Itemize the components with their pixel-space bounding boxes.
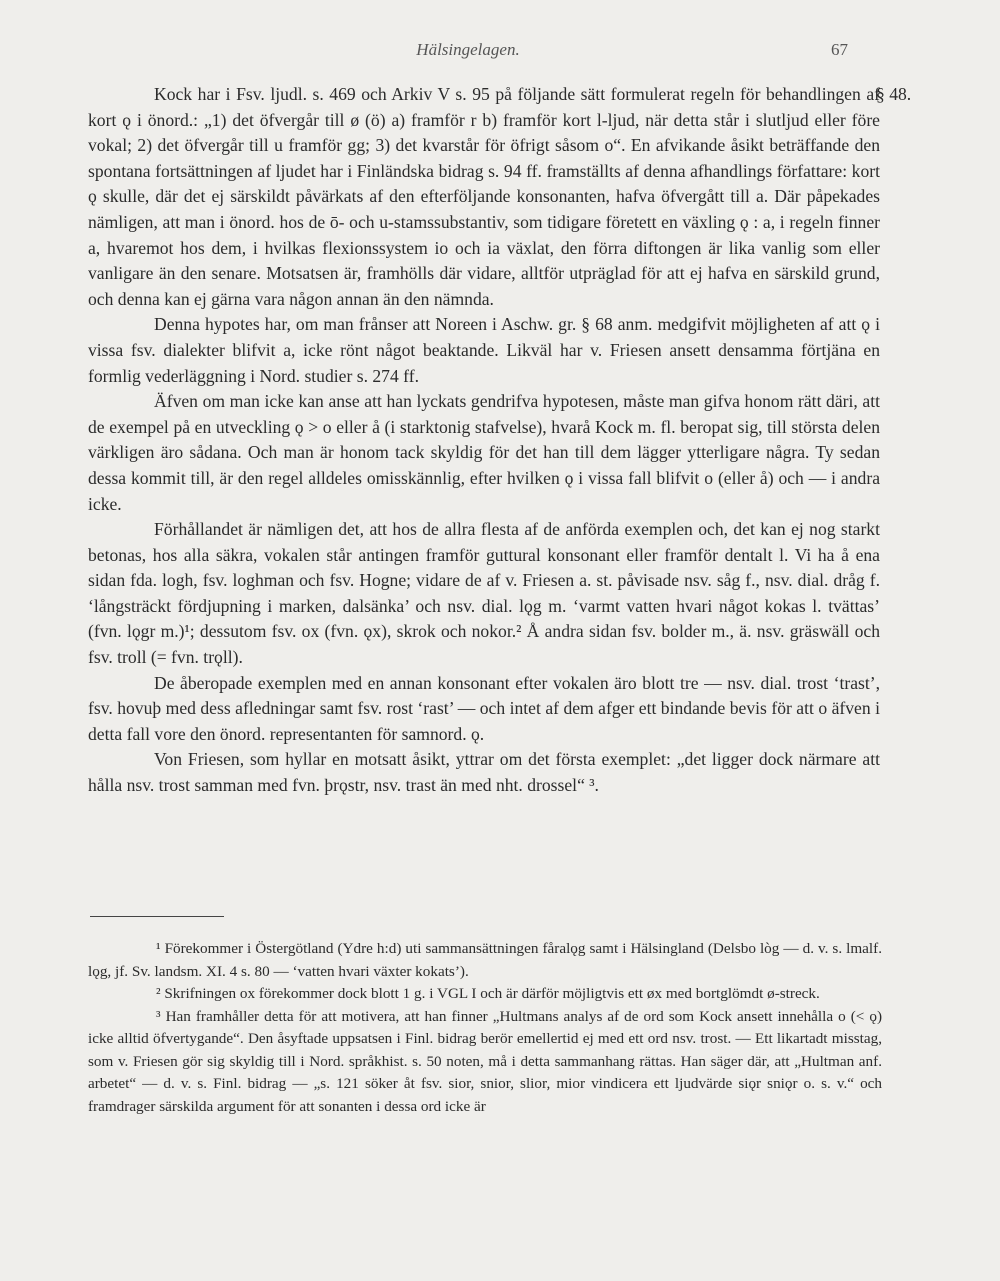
main-text bbox=[88, 82, 880, 799]
paragraph: Kock har i Fsv. ljudl. s. 469 och Arkiv V s. 95 på följande sätt formulerat regeln för behandlingen af kort ǫ i önord.: „1) det öfvergår till ø (ö) a) framför r b) framför kort l-ljud, när detta står i slutljud eller före vokal; 2) det öfvergår till u framför gg; 3) det kvarstår för öfrigt såsom o“. En afvikande åsikt beträffande den spontana fortsättningen af ljudet har i Finländska bidrag s. 94 ff. framställts af denna afhandlings författare: kort ǫ skulle, där det ej särskildt påvärkats af den efterföljande konsonanten, hafva öfvergått till a. Där påpekades nämligen, att man i önord. hos de ō- och u-stamssubstantiv, som tidigare företett en växling ǫ : a, i regeln finner a, hvaremot hos dem, i hvilkas flexionssystem io och ia växlat, den förra diftongen är lika vanlig som eller vanligare än den senare. Motsatsen är, framhölls där vidare, alltför utpräglad för att ej hafva en särskild grund, och denna kan ej gärna vara någon annan än den nämnda. bbox=[88, 84, 880, 309]
footnote: ³ Han framhåller detta för att motivera, att han finner „Hultmans analys af de ord som Kock ansett innehålla o (< ǫ) icke alltid öfvertygande“. Den åsyftade uppsatsen i Finl. bidrag berör emellertid ej med ett ord nsv. trost. — Ett likartadt misstag, som v. Friesen gör sig skyldig till i Nord. språkhist. s. 50 noten, må i detta sammanhang rättas. Han säger där, att „Hultman anf. arbetet“ — d. v. s. Finl. bidrag — „s. 121 söker åt fsv. sior, snior, slior, mior vindicera ett ljudvärde siǫr sniǫr o. s. v.“ och framdrager särskilda argument för att sonanten i dessa ord icke är bbox=[88, 1007, 882, 1115]
paragraph: Von Friesen, som hyllar en motsatt åsikt, yttrar om det första exemplet: „det ligger dock närmare att hålla nsv. trost samman med fvn. þrǫstr, nsv. trast än med nht. drossel“ ³. bbox=[88, 749, 880, 796]
footnote: ¹ Förekommer i Östergötland (Ydre h:d) uti sammansättningen fåralǫg samt i Hälsingland (Delsbo lòg — d. v. s. lmalf. lǫg, jf. Sv. landsm. XI. 4 s. 80 — ‘vatten hvari växter kokats’). bbox=[88, 940, 882, 980]
paragraph: Äfven om man icke kan anse att han lyckats gendrifva hypotesen, måste man gifva honom rätt däri, att de exempel på en utveckling ǫ > o eller å (i starktonig stafvelse), hvarå Kock m. fl. beropat sig, till största delen värkligen äro sådana. Och man är honom tack skyldig för det han till dem lägger ytterligare några. Ty sedan dessa kommit till, är den regel alldeles omisskännlig, efter hvilken ǫ i vissa fall blifvit o (eller å) och — i andra icke. bbox=[88, 391, 880, 514]
page-number: 67 bbox=[831, 40, 848, 59]
paragraph: Denna hypotes har, om man frånser att Noreen i Aschw. gr. § 68 anm. medgifvit möjligheten af att ǫ i vissa fsv. dialekter blifvit a, icke rönt något beaktande. Likväl har v. Friesen ansett densamma förtjäna en formlig vederläggning i Nord. studier s. 274 ff. bbox=[88, 314, 880, 386]
footnotes bbox=[88, 938, 882, 1118]
footnote-rule bbox=[90, 916, 224, 917]
paragraph: De åberopade exemplen med en annan konsonant efter vokalen äro blott tre — nsv. dial. trost ‘trast’, fsv. hovuþ med dess afledningar samt fsv. rost ‘rast’ — och intet af dem afger ett bindande bevis för att o äfven i detta fall vore den önord. representanten för samnord. ǫ. bbox=[88, 672, 880, 744]
running-header bbox=[88, 40, 848, 64]
running-title: Hälsingelagen. bbox=[416, 40, 520, 59]
footnote: ² Skrifningen ox förekommer dock blott 1 g. i VGL I och är därför möjligtvis ett øx med bortglömdt ø-streck. bbox=[156, 985, 820, 1002]
section-marker: § 48. bbox=[876, 84, 912, 104]
paragraph: Förhållandet är nämligen det, att hos de allra flesta af de anförda exemplen och, det kan ej nog starkt betonas, hos alla säkra, vokalen står antingen framför guttural konsonant eller framför dentalt l. Vi ha å ena sidan fda. logh, fsv. loghman och fsv. Hogne; vidare de af v. Friesen a. st. påvisade nsv. såg f., nsv. dial. dråg f. ‘långsträckt fördjupning i marken, dalsänka’ och nsv. dial. lǫg m. ‘varmt vatten hvari något kokas l. tvättas’ (fvn. lǫgr m.)¹; dessutom fsv. ox (fvn. ǫx), skrok och nokor.² Å andra sidan fsv. bolder m., ä. nsv. gräswäll och fsv. troll (= fvn. trǫll). bbox=[88, 519, 880, 668]
